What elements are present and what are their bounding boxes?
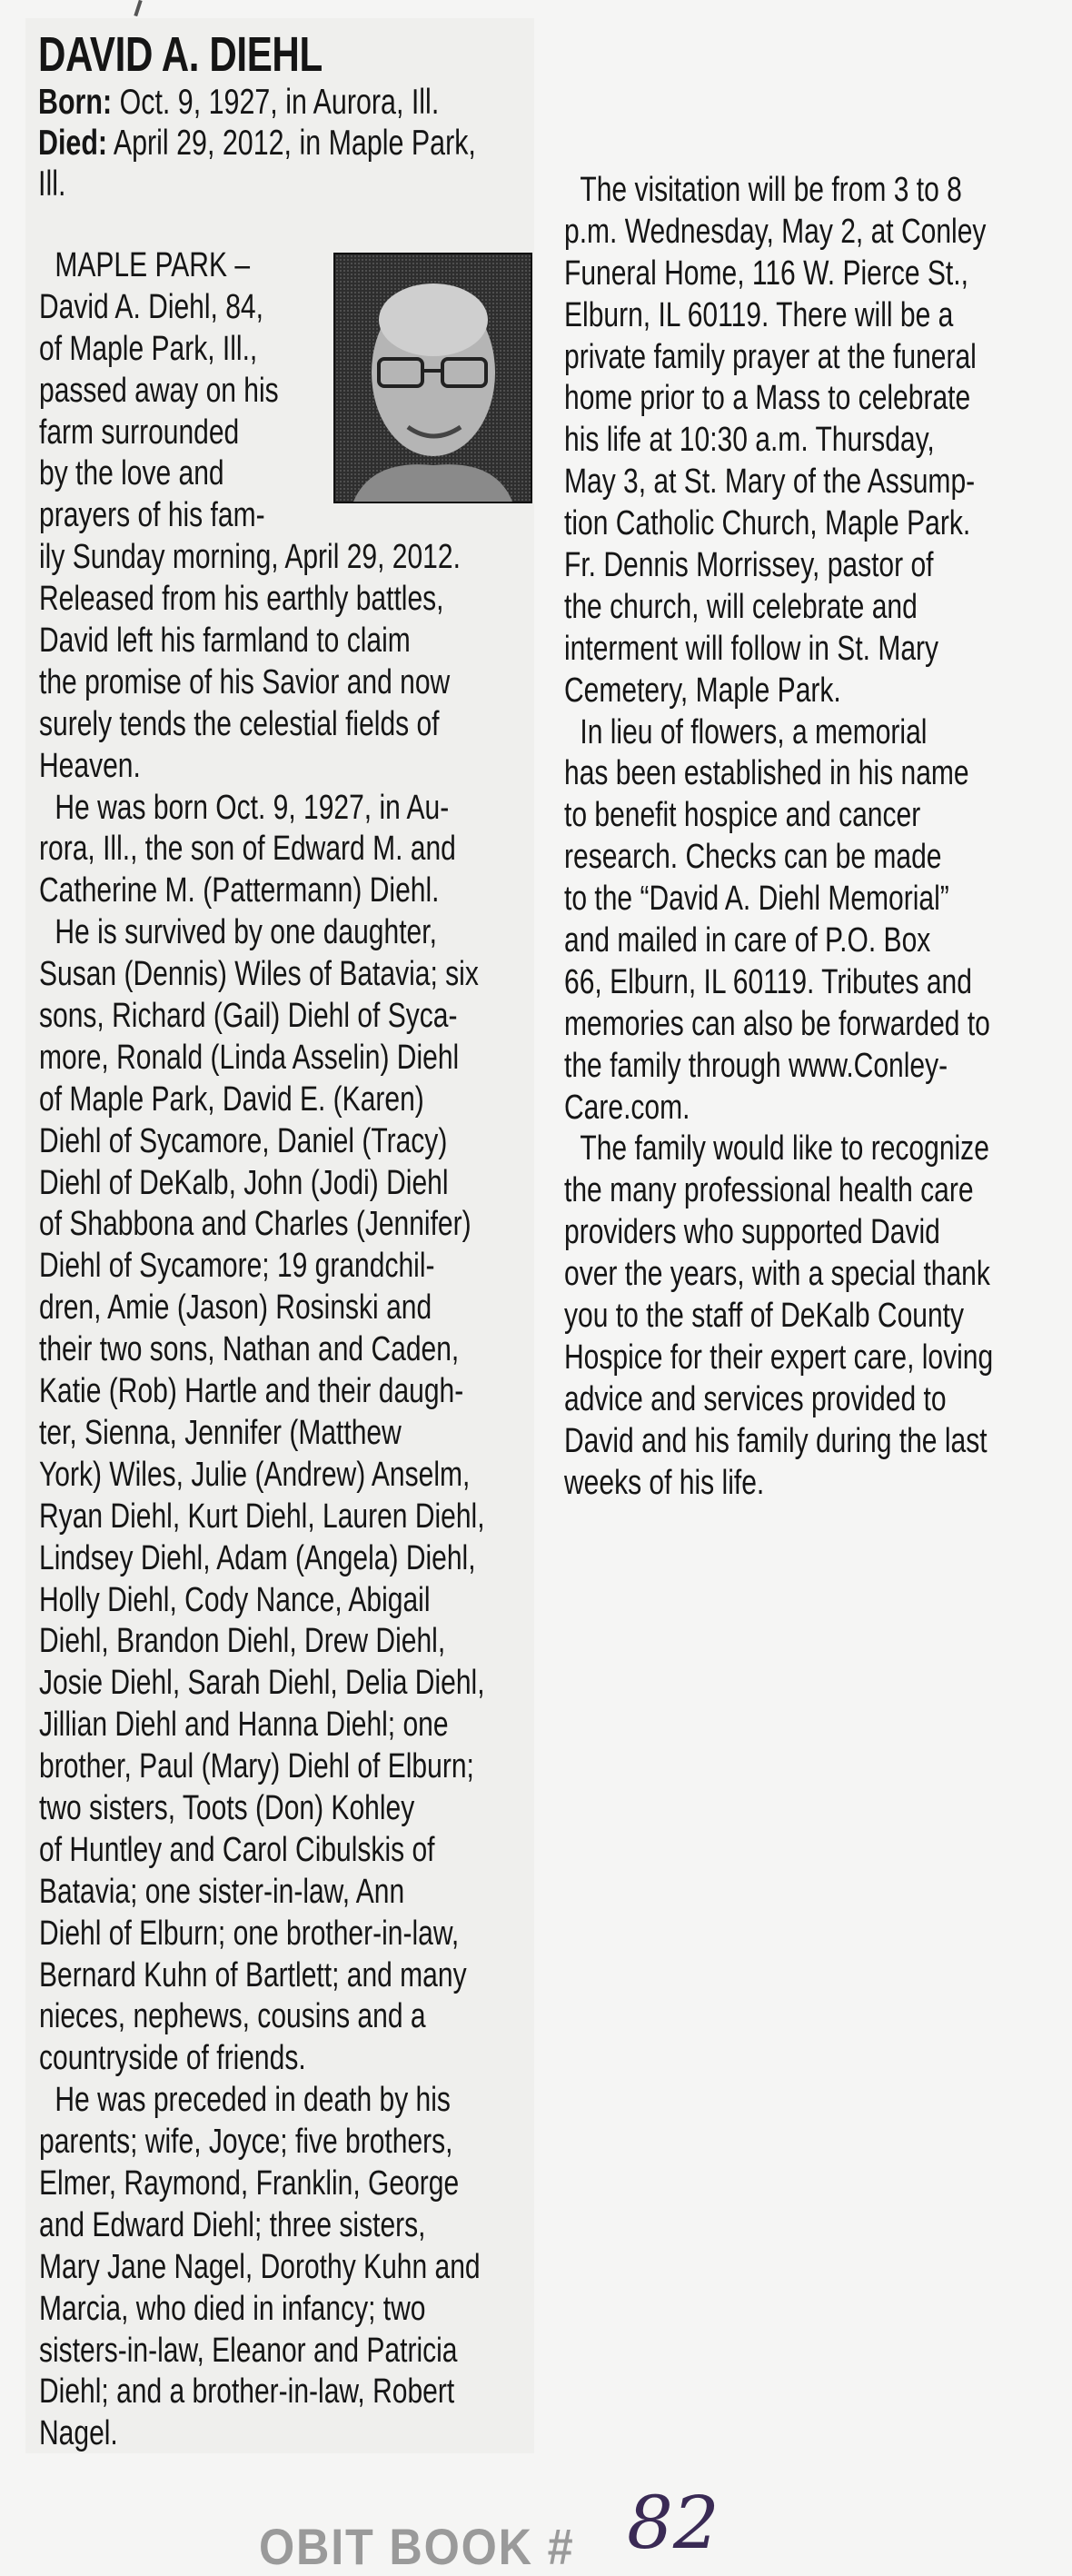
text-line: the family through www.Conley- — [564, 1046, 948, 1085]
text-line: farm surrounded — [39, 413, 240, 452]
obit-book-stamp: OBIT BOOK # — [259, 2518, 575, 2575]
text-line: Ryan Diehl, Kurt Diehl, Lauren Diehl, — [39, 1497, 485, 1536]
text-line: interment will follow in St. Mary — [564, 629, 939, 668]
text-line: private family prayer at the funeral — [564, 337, 977, 376]
text-line: Holly Diehl, Cody Nance, Abigail — [39, 1580, 431, 1619]
text-line: He was born Oct. 9, 1927, in Au- — [55, 788, 450, 827]
deceased-name: DAVID A. DIEHL — [38, 27, 323, 82]
text-line: ily Sunday morning, April 29, 2012. — [39, 538, 461, 577]
text-line: Elburn, IL 60119. There will be a — [564, 295, 954, 334]
text-line: providers who supported David — [564, 1213, 940, 1252]
died-value-cont: Ill. — [38, 164, 66, 204]
text-line: research. Checks can be made — [564, 838, 942, 877]
text-line: Diehl of Sycamore, Daniel (Tracy) — [39, 1121, 448, 1160]
text-line: Diehl; and a brother-in-law, Robert — [39, 2372, 455, 2412]
text-line: home prior to a Mass to celebrate — [564, 379, 971, 418]
text-line: has been established in his name — [564, 754, 969, 793]
text-line: dren, Amie (Jason) Rosinski and — [39, 1288, 432, 1328]
text-line: to the “David A. Diehl Memorial” — [564, 880, 949, 919]
text-line: Diehl of DeKalb, John (Jodi) Diehl — [39, 1163, 449, 1202]
right-column — [564, 170, 993, 1505]
text-line: Fr. Dennis Morrissey, pastor of — [564, 546, 934, 585]
portrait-photo — [333, 253, 532, 503]
text-line: Diehl, Brandon Diehl, Drew Diehl, — [39, 1622, 446, 1661]
text-line: countryside of friends. — [39, 2039, 306, 2078]
text-line: weeks of his life. — [564, 1463, 765, 1502]
text-line: David left his farmland to claim — [39, 622, 411, 661]
text-line: Nagel. — [39, 2414, 118, 2453]
text-line: He is survived by one daughter, — [55, 913, 437, 952]
text-line: the many professional health care — [564, 1171, 974, 1210]
text-line: Heaven. — [39, 746, 141, 785]
text-line: over the years, with a special thank — [564, 1255, 990, 1294]
text-line: by the love and — [39, 454, 224, 493]
text-line: Care.com. — [564, 1088, 690, 1127]
text-line: Marcia, who died in infancy; two — [39, 2289, 426, 2328]
text-line: Elmer, Raymond, Franklin, George — [39, 2163, 460, 2203]
text-line: rora, Ill., the son of Edward M. and — [39, 830, 456, 869]
pen-mark — [134, 0, 142, 16]
died-line — [38, 123, 476, 164]
text-line: Katie (Rob) Hartle and their daugh- — [39, 1372, 464, 1411]
text-line: more, Ronald (Linda Asselin) Diehl — [39, 1038, 460, 1077]
born-label: Born: — [38, 83, 113, 122]
text-line: Jillian Diehl and Hanna Diehl; one — [39, 1706, 449, 1745]
text-line: Lindsey Diehl, Adam (Angela) Diehl, — [39, 1538, 476, 1577]
text-line: The visitation will be from 3 to 8 — [580, 171, 962, 209]
left-column — [39, 245, 485, 2455]
text-line: York) Wiles, Julie (Andrew) Anselm, — [39, 1455, 471, 1494]
text-line: Hospice for their expert care, loving — [564, 1338, 994, 1377]
text-line: two sisters, Toots (Don) Kohley — [39, 1788, 415, 1827]
text-line: May 3, at St. Mary of the Assump- — [564, 462, 976, 502]
died-value: April 29, 2012, in Maple Park, — [113, 124, 476, 163]
text-line: 66, Elburn, IL 60119. Tributes and — [564, 962, 972, 1001]
died-label: Died: — [38, 124, 108, 163]
born-value: Oct. 9, 1927, in Aurora, Ill. — [119, 83, 440, 122]
born-line — [38, 82, 476, 123]
text-line: p.m. Wednesday, May 2, at Conley — [564, 212, 987, 251]
text-line: Funeral Home, 116 W. Pierce St., — [564, 254, 968, 293]
text-line: his life at 10:30 a.m. Thursday, — [564, 421, 935, 460]
text-line: prayers of his fam- — [39, 496, 265, 535]
text-line: The family would like to recognize — [580, 1129, 989, 1169]
text-line: He was preceded in death by his — [55, 2081, 451, 2120]
text-line: the church, will celebrate and — [564, 587, 918, 626]
text-line: of Maple Park, David E. (Karen) — [39, 1079, 424, 1119]
text-line: Diehl of Elburn; one brother-in-law, — [39, 1914, 460, 1953]
text-line: In lieu of flowers, a memorial — [580, 712, 928, 751]
text-line: MAPLE PARK – — [55, 246, 251, 284]
text-line: passed away on his — [39, 371, 279, 410]
text-line: of Maple Park, Ill., — [39, 329, 258, 368]
text-line: surely tends the celestial fields of — [39, 704, 440, 743]
text-line: sisters-in-law, Eleanor and Patricia — [39, 2331, 458, 2370]
text-line: and mailed in care of P.O. Box — [564, 921, 931, 960]
text-line: Released from his earthly battles, — [39, 580, 444, 619]
text-line: Susan (Dennis) Wiles of Batavia; six — [39, 955, 479, 994]
text-line: memories can also be forwarded to — [564, 1004, 990, 1043]
text-line: to benefit hospice and cancer — [564, 796, 921, 835]
text-line: tion Catholic Church, Maple Park. — [564, 504, 971, 543]
text-line: Josie Diehl, Sarah Diehl, Delia Diehl, — [39, 1664, 485, 1703]
handwritten-number: 82 — [627, 2481, 720, 2565]
text-line: nieces, nephews, cousins and a — [39, 1997, 426, 2036]
text-line: Bernard Kuhn of Bartlett; and many — [39, 1955, 467, 1994]
text-line: parents; wife, Joyce; five brothers, — [39, 2123, 453, 2162]
text-line: Catherine M. (Pattermann) Diehl. — [39, 871, 440, 910]
text-line: the promise of his Savior and now — [39, 662, 451, 701]
obituary-header — [38, 27, 476, 204]
text-line: ter, Sienna, Jennifer (Matthew — [39, 1413, 402, 1452]
text-line: Mary Jane Nagel, Dorothy Kuhn and — [39, 2247, 481, 2286]
text-line: brother, Paul (Mary) Diehl of Elburn; — [39, 1747, 474, 1786]
text-line: Cemetery, Maple Park. — [564, 671, 841, 710]
text-line: and Edward Diehl; three sisters, — [39, 2205, 426, 2244]
text-line: of Huntley and Carol Cibulskis of — [39, 1830, 435, 1869]
text-line: Diehl of Sycamore; 19 grandchil- — [39, 1247, 435, 1286]
text-line: sons, Richard (Gail) Diehl of Syca- — [39, 997, 458, 1036]
text-line: their two sons, Nathan and Caden, — [39, 1330, 460, 1369]
text-line: David and his family during the last — [564, 1421, 988, 1460]
text-line: Batavia; one sister-in-law, Ann — [39, 1872, 405, 1911]
text-line: of Shabbona and Charles (Jennifer) — [39, 1205, 471, 1244]
text-line: David A. Diehl, 84, — [39, 287, 263, 326]
text-line: you to the staff of DeKalb County — [564, 1297, 965, 1336]
text-line: advice and services provided to — [564, 1379, 947, 1418]
